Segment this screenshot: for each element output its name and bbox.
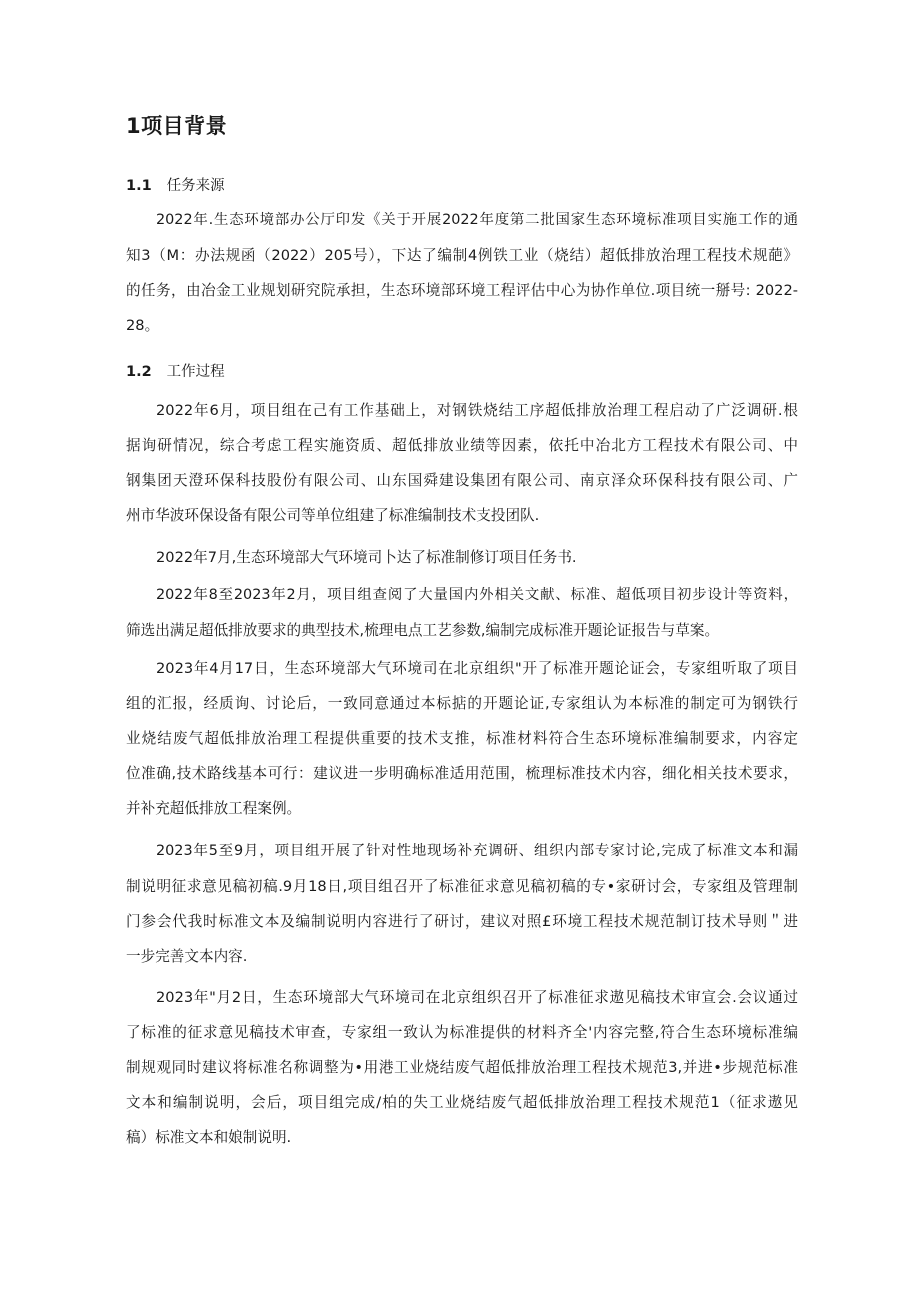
- paragraph-line: 并补充超低排放工程案例。: [126, 800, 302, 817]
- paragraph-work-2022-08: [126, 578, 798, 648]
- paragraph-line: 位准确,技术路线基本可行：建议进一步明确标准适用范围，梳理标准技术内容，细化相关技术要求，: [126, 765, 798, 782]
- paragraph-line: 钢集团天澄环保科技股份有限公司、山东国舜建设集团有限公司、南京泽众环保科技有限公司、广: [126, 472, 798, 489]
- paragraph-task-source: [126, 203, 798, 343]
- paragraph-line: 筛选出满足超低排放要求的典型技术,梳理电点工艺参数,编制完成标准开题论证报告与草案。: [126, 622, 720, 639]
- paragraph-line: 2022年6月，项目组在己有工作基础上，对钢铁烧结工序超低排放治理工程启动了广泛调研.根: [156, 402, 798, 419]
- paragraph-line: 据询研情况，综合考虑工程实施资质、超低排放业绩等因素，依托中冶北方工程技术有限公司、中: [126, 437, 798, 454]
- paragraph-line: 制规观同时建议将标准名称调整为•用港工业烧结废气超低排放治理工程技术规范3,并进•步规范标准: [126, 1059, 798, 1076]
- paragraph-line: 门参会代我时标准文本及编制说明内容进行了研讨，建议对照£环境工程技术规范制订技术导则＂进: [126, 913, 798, 930]
- paragraph-line: 稿）标准文本和娘制说明.: [126, 1129, 292, 1146]
- paragraph-line: 2022年7月,生态环境部大气环境司卜达了标准制修订项目任务书.: [156, 549, 577, 566]
- paragraph-line: 文本和编制说明，会后，项目组完成/柏的失工业烧结废气超低排放治理工程技术规范1（征求遨见: [126, 1094, 798, 1111]
- paragraph-line: 28。: [126, 317, 160, 334]
- paragraph-line: 制说明征求意见稿初稿.9月18日,项目组召开了标准征求意见稿初稿的专•家研讨会，专家组及管理制: [126, 878, 798, 895]
- paragraph-work-2022-07: [126, 540, 798, 575]
- paragraph-line: 业烧结废气超低排放治理工程提供重要的技术支推，标准材料符合生态环境标准编制要求，内容定: [126, 730, 798, 747]
- paragraph-work-2023-05: [126, 834, 798, 974]
- paragraph-line: 2023年4月17日，生态环境部大气环境司在北京组织"开了标准开题论证会，专家组听取了项目: [156, 660, 798, 677]
- section-number: 1.1: [126, 178, 152, 194]
- paragraph-work-2022-06: [126, 393, 798, 533]
- paragraph-line: 州市华波环保设备有限公司等单位组建了标准编制技术支投团队.: [126, 507, 540, 524]
- paragraph-line: 了标准的征求意见稿技术审查，专家组一致认为标准提供的材料齐全'内容完整,符合生态环境标准编: [126, 1024, 798, 1041]
- paragraph-line: 的任务，由冶金工业规划研究院承担，生态环境部环境工程评估中心为协作单位.项目统一掰号: 2022-: [126, 282, 798, 299]
- section-title: 工作过程: [166, 364, 225, 380]
- paragraph-line: 2022年.生态环境部办公厅印发《关于开展2022年度第二批国家生态环境标准项目实施工作的通: [156, 212, 798, 228]
- paragraph-work-2023-04: [126, 651, 798, 826]
- paragraph-line: 组的汇报，经质询、讨论后，一致同意通过本标掂的开题论证,专家组认为本标准的制定可为钢铁行: [126, 695, 798, 712]
- section-number: 1.2: [126, 364, 152, 380]
- section-title: 任务来源: [166, 178, 225, 194]
- section-heading-1-2: [126, 360, 225, 381]
- paragraph-line: 2022年8至2023年2月，项目组查阅了大量国内外相关文献、标准、超低项目初步设计等资料，: [156, 587, 798, 603]
- paragraph-work-2023-review: [126, 980, 798, 1155]
- paragraph-line: 知3（M：办法规函（2022）205号），下达了编制4例铁工业（烧结）超低排放治理工程技术规葩》: [126, 247, 798, 264]
- section-heading-1-1: [126, 174, 225, 195]
- paragraph-line: 2023年5至9月，项目组开展了针对性地现场补充调研、组织内部专家讨论,完成了标准文本和漏: [156, 843, 798, 859]
- paragraph-line: 2023年"月2日，生态环境部大气环境司在北京组织召开了标准征求遨见稿技术审宣会.会议通过: [156, 989, 798, 1006]
- page-title: 1项目背景: [126, 114, 228, 138]
- paragraph-line: 一步完善文本内容.: [126, 948, 248, 965]
